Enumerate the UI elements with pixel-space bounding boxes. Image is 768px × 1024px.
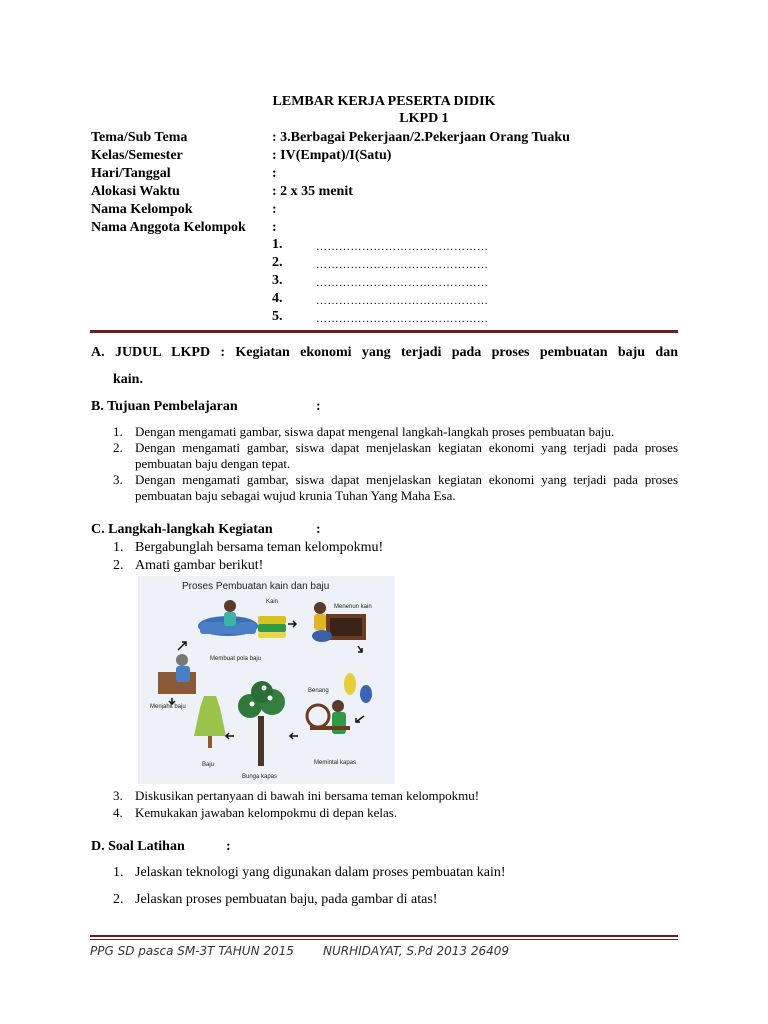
dress-figure (194, 696, 226, 748)
member-blank-2: ……………………………………… (316, 259, 489, 271)
info-value-kelas: : IV(Empat)/I(Satu) (272, 148, 392, 163)
label-menenun: Menenun kain (334, 604, 372, 610)
footer-divider-top (90, 935, 678, 937)
info-label-tema: Tema/Sub Tema (91, 130, 188, 145)
section-d-colon: : (226, 839, 231, 854)
member-number-5: 5. (272, 309, 283, 324)
info-value-hari: : (272, 166, 277, 181)
section-a-continuation: kain. (113, 372, 143, 387)
process-diagram (138, 576, 395, 784)
member-number-3: 3. (272, 273, 283, 288)
label-memintal: Memintal kapas (314, 760, 357, 766)
illustration-title: Proses Pembuatan kain dan baju (182, 581, 330, 592)
spinner-figure (307, 700, 350, 734)
section-c-colon: : (316, 522, 321, 537)
section-b-heading: B. Tujuan Pembelajaran (91, 399, 238, 414)
footer-author: NURHIDAYAT, S.Pd 2013 26409 (323, 944, 510, 958)
info-label-alokasi: Alokasi Waktu (91, 184, 180, 199)
label-bunga: Bunga kapas (242, 774, 278, 780)
info-value-alokasi: : 2 x 35 menit (272, 184, 353, 199)
member-blank-5: ……………………………………… (316, 313, 489, 325)
page-title: LEMBAR KERJA PESERTA DIDIK (272, 94, 496, 109)
member-blank-1: ……………………………………… (316, 241, 489, 253)
fabric-stack (258, 616, 286, 638)
tailor-figure (158, 654, 196, 694)
label-pola: Membuat pola baju (210, 656, 262, 662)
info-label-hari: Hari/Tanggal (91, 166, 171, 181)
info-value-anggota: : (272, 220, 277, 235)
section-c-heading: C. Langkah-langkah Kegiatan (91, 522, 273, 537)
section-d-heading: D. Soal Latihan (91, 839, 185, 854)
info-label-nama-kelompok: Nama Kelompok (91, 202, 193, 217)
section-a-heading: A. JUDUL LKPD : Kegiatan ekonomi yang terjadi pada proses pembuatan baju dan (91, 345, 678, 360)
info-label-anggota: Nama Anggota Kelompok (91, 220, 246, 235)
label-menjahit: Menjahit baju (150, 704, 186, 710)
cotton-tree (238, 681, 285, 766)
label-kain: Kain (266, 599, 279, 605)
header-divider (90, 330, 678, 333)
member-number-2: 2. (272, 255, 283, 270)
label-baju: Baju (202, 762, 215, 768)
clothing-process-illustration (138, 576, 395, 784)
yarn-spools (344, 673, 372, 703)
info-value-nama-kelompok: : (272, 202, 277, 217)
section-b-colon: : (316, 399, 321, 414)
member-number-4: 4. (272, 291, 283, 306)
pattern-maker-figure (198, 600, 258, 636)
member-blank-4: ……………………………………… (316, 295, 489, 307)
page-subtitle: LKPD 1 (399, 111, 449, 126)
footer-program: PPG SD pasca SM-3T TAHUN 2015 (90, 944, 294, 958)
info-label-kelas: Kelas/Semester (91, 148, 183, 163)
footer-divider-bottom (90, 939, 678, 940)
info-value-tema: : 3.Berbagai Pekerjaan/2.Pekerjaan Orang Tuaku (272, 130, 570, 145)
member-number-1: 1. (272, 237, 283, 252)
label-benang: Benang (308, 688, 329, 694)
member-blank-3: ……………………………………… (316, 277, 489, 289)
